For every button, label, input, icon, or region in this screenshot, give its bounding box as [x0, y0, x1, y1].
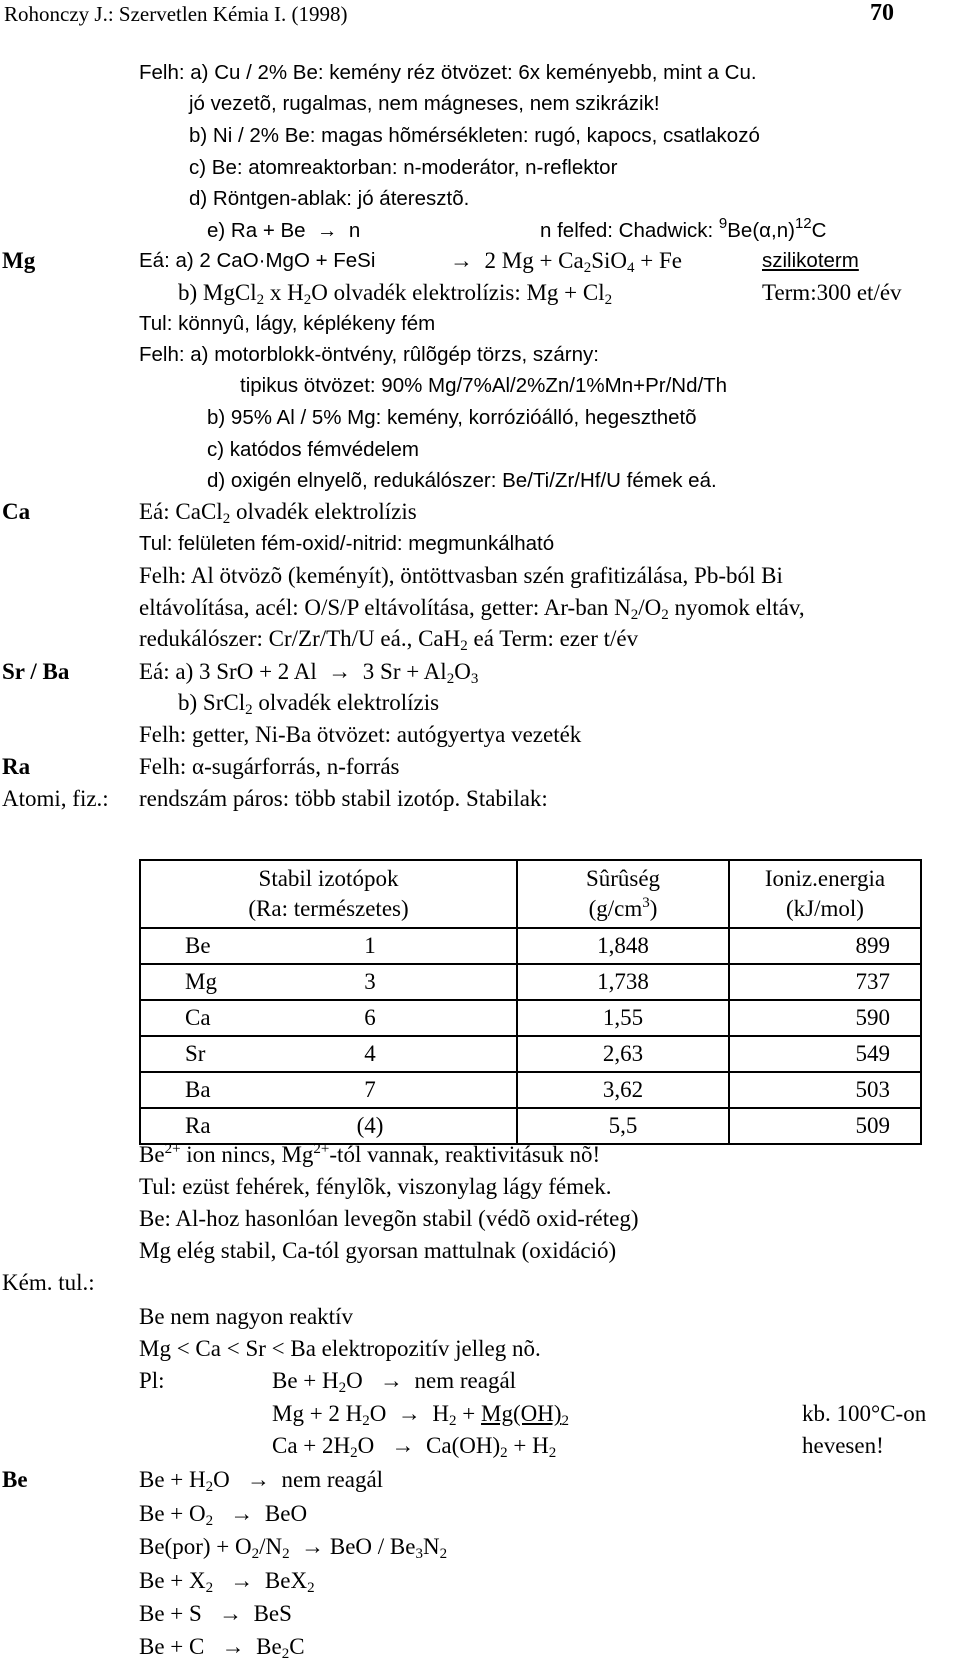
text: C: [289, 1634, 305, 1659]
subscript: 2: [548, 1445, 557, 1461]
be-stable-note: Be: Al-hoz hasonlóan levegõn stabil (védõ oxid-réteg): [139, 1206, 639, 1231]
section-label-sr-ba: Sr / Ba: [2, 659, 70, 684]
ionization-cell: 549: [729, 1036, 921, 1072]
arrow-icon: →: [247, 1467, 271, 1492]
chadwick-reaction: [540, 216, 826, 246]
subscript: 2: [449, 1413, 457, 1429]
element-name: Ca: [185, 1005, 211, 1030]
text: Be + O: [139, 1501, 206, 1526]
section-label-ra: Ra: [2, 754, 31, 779]
text: +: [456, 1401, 482, 1426]
arrow-icon: →: [301, 1534, 325, 1559]
ion-note: [139, 1140, 600, 1170]
density-cell: 1,738: [517, 964, 729, 1000]
subscript: 2: [446, 671, 455, 687]
mg-felh-a: Felh: a) motorblokk-öntvény, rûlõgép törzs, szárny:: [139, 343, 599, 366]
ionization-cell: 503: [729, 1072, 921, 1108]
text: b) SrCl: [178, 690, 246, 715]
superscript: 2+: [164, 1141, 181, 1157]
mg-stable-note: Mg elég stabil, Ca-tól gyorsan mattulnak (oxidáció): [139, 1238, 617, 1263]
header-text: Stabil izotópok: [258, 866, 399, 891]
text: Be + S: [139, 1601, 202, 1626]
text: e) Ra + Be: [207, 219, 306, 242]
text: MgO + FeSi: [265, 249, 376, 272]
text: BeO: [264, 1501, 308, 1526]
text: O olvadék elektrolízis: Mg + Cl: [311, 280, 605, 305]
isotope-cell: [140, 1000, 517, 1036]
text: SiO: [591, 248, 628, 273]
text: Be: [256, 1634, 282, 1659]
text: eá Term: ezer t/év: [473, 626, 639, 651]
be-reaction-6: [139, 1632, 305, 1662]
mg-term: Term:300 et/év: [762, 280, 902, 305]
text: Felh:: [139, 754, 193, 779]
mg-oh-underlined: [481, 1401, 570, 1429]
ca-felh-1: Felh: Al ötvözõ (keményít), öntöttvasban szén grafitizálása, Pb-ból Bi: [139, 563, 783, 588]
text: -tól vannak, reaktivitásuk nõ!: [329, 1142, 601, 1167]
mass-number: 9: [718, 215, 728, 232]
subscript: 2: [630, 607, 639, 623]
arrow-icon: →: [391, 1433, 415, 1458]
isotope-cell: [140, 964, 517, 1000]
subscript: 4: [627, 260, 635, 276]
text: Mg(OH): [481, 1401, 562, 1426]
be-reaction-3: [139, 1532, 447, 1562]
text: Ca + 2H: [272, 1433, 351, 1458]
text: (g/cm: [588, 896, 643, 921]
section-label-ca: Ca: [2, 499, 31, 524]
subscript: 2: [350, 1445, 358, 1461]
ca-tul: Tul: felületen fém-oxid/-nitrid: megmunkálható: [139, 532, 555, 555]
subscript: 2: [256, 292, 265, 308]
ra-felh: [139, 752, 400, 782]
ca-felh-3: [139, 624, 638, 654]
density-cell: 3,62: [517, 1072, 729, 1108]
kem-line-1: Be nem nagyon reaktív: [139, 1304, 353, 1329]
table-row: [140, 1072, 921, 1108]
subscript: 2: [439, 1546, 448, 1562]
pl-reaction-2: [272, 1399, 569, 1429]
subscript: 2: [205, 1580, 214, 1596]
srba-felh: Felh: getter, Ni-Ba ötvözet: autógyertya vezeték: [139, 722, 582, 747]
isotope-count: 3: [364, 969, 376, 994]
text: BeS: [253, 1601, 292, 1626]
subscript: 2: [282, 1546, 290, 1562]
mg-ea-a: [139, 246, 375, 276]
srba-ea-a: [139, 657, 478, 687]
be-reaction-2: [139, 1499, 307, 1529]
text: O: [346, 1368, 363, 1393]
be-reaction-5: [139, 1599, 292, 1629]
section-label-atomi: Atomi, fiz.:: [2, 786, 109, 811]
text: + H: [507, 1433, 549, 1458]
density-cell: 2,63: [517, 1036, 729, 1072]
header-text: (kJ/mol): [786, 896, 864, 921]
header-isotopes: [140, 860, 517, 928]
pl-note-1: kb. 100°C-on: [802, 1401, 927, 1426]
table-row: [140, 928, 921, 964]
text: /N: [259, 1534, 283, 1559]
text: + Fe: [640, 248, 683, 273]
pl-label: Pl:: [139, 1368, 165, 1393]
section-label-kem: Kém. tul.:: [2, 1270, 95, 1295]
arrow-icon: →: [316, 219, 338, 242]
header-text: [518, 894, 728, 924]
text: nem reagál: [414, 1368, 517, 1393]
text: Be: [139, 1142, 165, 1167]
text: C: [811, 219, 827, 242]
arrow-icon: →: [328, 659, 352, 684]
text: -sugárforrás, n-forrás: [204, 754, 400, 779]
text: O: [213, 1467, 230, 1492]
table-row: [140, 1108, 921, 1144]
text: O: [454, 659, 471, 684]
arrow-icon: →: [397, 1401, 421, 1426]
subscript: 2: [604, 292, 613, 308]
table-row: [140, 1036, 921, 1072]
ionization-cell: 899: [729, 928, 921, 964]
text: O: [369, 1401, 387, 1426]
ca-ea: [139, 497, 417, 527]
arrow-icon: →: [219, 1601, 243, 1626]
text: 3 Sr + Al: [362, 659, 447, 684]
alpha-symbol: α: [759, 219, 772, 242]
running-header: Rohonczy J.: Szervetlen Kémia I. (1998): [4, 2, 348, 26]
section-label-mg: Mg: [2, 248, 36, 273]
arrow-icon: →: [230, 1501, 254, 1526]
be-uses-line-e: [207, 216, 360, 246]
subscript: 2: [251, 1546, 260, 1562]
dot: ·: [258, 249, 266, 272]
subscript: 2: [303, 292, 312, 308]
subscript: 2: [338, 1380, 347, 1396]
be-uses-line-4: c) Be: atomreaktorban: n-moderátor, n-reflektor: [189, 156, 618, 179]
superscript: 2+: [313, 1141, 330, 1157]
text: olvadék elektrolízis: [235, 499, 417, 524]
isotope-count: (4): [356, 1113, 384, 1138]
text: ion nincs, Mg: [180, 1142, 314, 1167]
text: ): [649, 896, 658, 921]
mg-felh-c: c) katódos fémvédelem: [207, 438, 419, 461]
isotope-cell: [140, 1108, 517, 1144]
subscript: 2: [500, 1445, 508, 1461]
text: Be(: [727, 219, 760, 242]
be-uses-line-1: Felh: a) Cu / 2% Be: kemény réz ötvözet: 6x keményebb, mint a Cu.: [139, 61, 757, 84]
ca-felh-2: [139, 593, 805, 623]
mg-ea-a-products: [450, 246, 682, 276]
table-header-row: [140, 860, 921, 928]
text: n felfed: Chadwick:: [540, 219, 719, 242]
mg-felh-b: b) 95% Al / 5% Mg: kemény, korrózióálló, hegeszthetõ: [207, 406, 697, 429]
mg-tul: Tul: könnyû, lágy, képlékeny fém: [139, 312, 436, 335]
subscript: 2: [362, 1413, 370, 1429]
text: H: [432, 1401, 450, 1426]
table-row: [140, 964, 921, 1000]
isotope-count: 7: [364, 1077, 376, 1102]
alpha-symbol: α: [192, 754, 205, 779]
text: redukálószer: Cr/Zr/Th/U eá., CaH: [139, 626, 461, 651]
be-uses-line-2: jó vezetõ, rugalmas, nem mágneses, nem szikrázik!: [189, 92, 660, 115]
pl-reaction-1: [272, 1366, 516, 1396]
section-label-be: Be: [2, 1467, 28, 1492]
text: nyomok eltáv,: [674, 595, 805, 620]
subscript: 3: [470, 671, 479, 687]
isotope-count: 4: [364, 1041, 376, 1066]
isotope-table: [139, 859, 922, 1145]
arrow-icon: →: [230, 1568, 254, 1593]
atomi-text: rendszám páros: több stabil izotóp. Stabilak:: [139, 786, 548, 811]
be-reaction-4: [139, 1566, 315, 1596]
be-uses-line-3: b) Ni / 2% Be: magas hõmérsékleten: rugó, kapocs, csatlakozó: [189, 124, 760, 147]
isotope-count: 1: [364, 933, 376, 958]
text: O: [357, 1433, 375, 1458]
header-density: [517, 860, 729, 928]
header-text: Ioniz.energia: [764, 866, 886, 891]
subscript: 2: [307, 1580, 315, 1596]
text: Be + C: [139, 1634, 205, 1659]
kem-line-2: Mg < Ca < Sr < Ba elektropozitív jelleg nõ.: [139, 1336, 541, 1361]
text: b) MgCl: [178, 280, 257, 305]
mg-ea-b: [178, 278, 612, 308]
ionization-cell: 737: [729, 964, 921, 1000]
text: 2 Mg + Ca: [484, 248, 584, 273]
header-text: Sûrûség: [585, 866, 661, 891]
text: Eá: a) 3 SrO + 2 Al: [139, 659, 317, 684]
text: Eá: CaCl: [139, 499, 223, 524]
text: olvadék elektrolízis: [258, 690, 440, 715]
element-name: Ra: [185, 1113, 211, 1138]
text: n: [348, 219, 361, 242]
text: Eá: a) 2 CaO: [139, 249, 259, 272]
subscript: 2: [281, 1646, 290, 1662]
subscript: 2: [245, 702, 253, 718]
density-cell: 1,55: [517, 1000, 729, 1036]
arrow-icon: →: [221, 1634, 245, 1659]
isotope-count: 6: [364, 1005, 376, 1030]
pl-reaction-3: [272, 1431, 556, 1461]
text: BeX: [264, 1568, 308, 1593]
header-text: (Ra: természetes): [248, 896, 409, 921]
element-name: Mg: [185, 969, 217, 994]
text: N: [422, 1534, 440, 1559]
density-cell: 1,848: [517, 928, 729, 964]
table-row: [140, 1000, 921, 1036]
subscript: 2: [460, 638, 468, 654]
text: Ca(OH): [426, 1433, 501, 1458]
element-name: Ba: [185, 1077, 211, 1102]
subscript: 2: [205, 1479, 214, 1495]
text: Be + H: [272, 1368, 339, 1393]
text: BeO / Be: [329, 1534, 416, 1559]
text: nem reagál: [281, 1467, 384, 1492]
text: x H: [269, 280, 304, 305]
ionization-cell: 509: [729, 1108, 921, 1144]
text: ,n): [771, 219, 795, 242]
page-number: 70: [870, 0, 894, 26]
szilikoterm: szilikoterm: [762, 249, 859, 272]
mg-felh-tipikus: tipikus ötvözet: 90% Mg/7%Al/2%Zn/1%Mn+Pr/Nd/Th: [240, 374, 728, 397]
text: Be + H: [139, 1467, 206, 1492]
superscript: 3: [642, 895, 650, 911]
subscript: 2: [583, 260, 592, 276]
arrow-icon: →: [450, 248, 473, 273]
text: /O: [638, 595, 662, 620]
text: Be(por) + O: [139, 1534, 252, 1559]
density-cell: 5,5: [517, 1108, 729, 1144]
mg-felh-d: d) oxigén elnyelõ, redukálószer: Be/Ti/Zr/Hf/U fémek eá.: [207, 469, 717, 492]
be-reaction-1: [139, 1465, 383, 1495]
ionization-cell: 590: [729, 1000, 921, 1036]
text: Mg + 2 H: [272, 1401, 363, 1426]
text: Be + X: [139, 1568, 206, 1593]
arrow-icon: →: [380, 1368, 404, 1393]
subscript: 2: [222, 511, 231, 527]
header-ionization: [729, 860, 921, 928]
isotope-cell: [140, 928, 517, 964]
element-name: Sr: [185, 1041, 206, 1066]
subscript: 2: [661, 607, 669, 623]
mass-number: 12: [794, 215, 812, 232]
isotope-cell: [140, 1036, 517, 1072]
be-uses-line-5: d) Röntgen-ablak: jó áteresztõ.: [189, 187, 470, 210]
subscript: 2: [561, 1413, 570, 1429]
text: eltávolítása, acél: O/S/P eltávolítása, getter: Ar-ban N: [139, 595, 631, 620]
element-name: Be: [185, 933, 211, 958]
tul-note: Tul: ezüst fehérek, fénylõk, viszonylag lágy fémek.: [139, 1174, 612, 1199]
isotope-cell: [140, 1072, 517, 1108]
pl-note-2: hevesen!: [802, 1433, 884, 1458]
subscript: 3: [415, 1546, 423, 1562]
subscript: 2: [205, 1513, 214, 1529]
srba-ea-b: [178, 688, 439, 718]
